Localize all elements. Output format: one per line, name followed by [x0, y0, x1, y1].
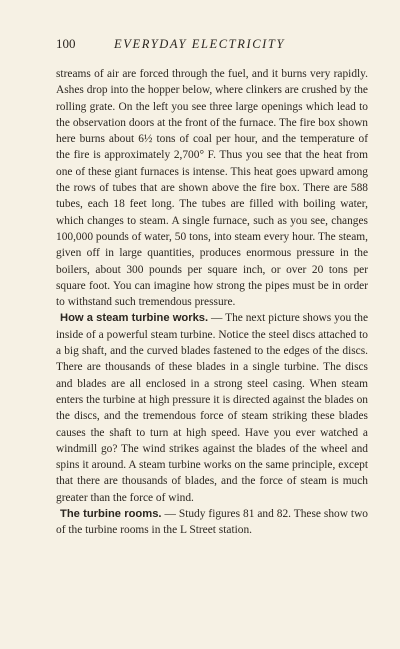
running-head	[56, 36, 368, 54]
section-heading: How a steam turbine works.	[60, 312, 209, 325]
paragraph-text: streams of air are forced through the fuel, and it burns very rapidly. Ashes drop into the hopper below, where clinkers are crushed by the rolling grate. On the left you see three large openings which lead to the observation doors at the front of the furnace. The fire box shown here burns about 6½ tons of coal per hour, and the temperature of the fire is approximately 2,700° F. Thus you see that the heat from one of these giant furnaces is intense. This heat goes upward among the rows of tubes that are shown above the fire box. There are 588 tubes, each 18 feet long. The tubes are filled with boiling water, which changes to steam. A single furnace, such as you see, changes 100,000 pounds of water, 50 tons, into steam every hour. The steam, given off in large quantities, produces enormous pressure in the boilers, about 300 pounds per square inch, or over 20 tons per square foot. You can imagine how strong the pipes must be in order to withstand such tremendous pressure.	[56, 68, 368, 309]
page-number: 100	[56, 36, 76, 51]
paragraph-steam-turbine	[56, 310, 368, 506]
section-heading: The turbine rooms.	[60, 508, 162, 521]
paragraph-furnace	[56, 66, 368, 310]
paragraph-turbine-rooms	[56, 506, 368, 539]
book-title: EVERYDAY ELECTRICITY	[114, 37, 286, 51]
paragraph-text: — Study figures 81 and 82. These show two of the turbine rooms in the L Street station.	[56, 508, 368, 537]
body-text	[56, 66, 368, 539]
paragraph-text: — The next picture shows you the inside of a powerful steam turbine. Notice the steel discs attached to a big shaft, and the curved blades fastened to the edges of the discs. There are thousands of these blades in a single turbine. The discs and blades are all enclosed in a strong steel casing. When steam enters the turbine at high pressure it is directed against the blades on the discs, and the tremendous force of steam striking these blades causes the shaft to turn at high speed. Have you ever watched a windmill go? The wind strikes against the blades of the wheel and spins it around. A steam turbine works on the same principle, except that there are thousands of blades, and the force of steam is much greater than the force of wind.	[56, 312, 368, 504]
